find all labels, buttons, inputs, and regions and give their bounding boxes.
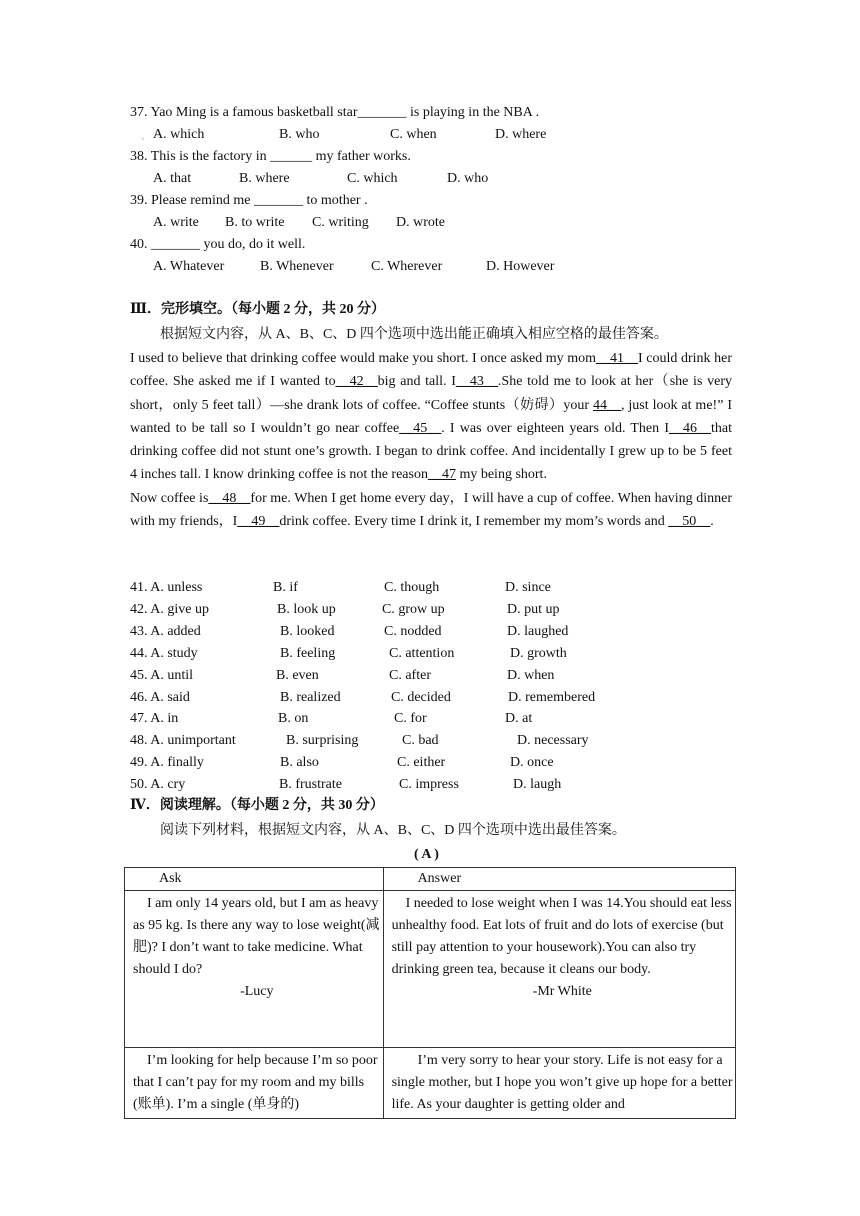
q42-option-d[interactable]: D. put up — [507, 601, 560, 617]
q38-option-b[interactable]: B. where — [239, 171, 290, 186]
q39-option-a[interactable]: A. write — [153, 215, 199, 230]
answer-text: I’m very sorry to hear your story. Life is not easy for a single mother, but I hope you won’t give up hope for a better life. As your daughter is getting older and — [391, 1053, 733, 1112]
answer-cell — [383, 1048, 735, 1119]
blank-48: __48__ — [208, 490, 251, 506]
q43-option-c[interactable]: C. nodded — [384, 623, 442, 639]
answer-cell — [383, 891, 735, 1048]
q49-option-c[interactable]: C. either — [397, 755, 446, 771]
q41-option-d[interactable]: D. since — [505, 580, 551, 595]
q50-option-c[interactable]: C. impress — [399, 777, 459, 793]
q39-option-c[interactable]: C. writing — [312, 215, 369, 230]
q42-option-c[interactable]: C. grow up — [382, 601, 445, 617]
q41-option-a[interactable]: 41. A. unless — [130, 580, 203, 595]
ask-text: I’m looking for help because I’m so poor that I can’t pay for my room and my bills (账单). I’m a single (单身的) — [133, 1053, 378, 1112]
column-header-ask: Ask — [125, 868, 384, 891]
q37-option-a[interactable]: A. which — [153, 127, 205, 142]
blank-46: __46__ — [669, 420, 711, 436]
q38-option-c[interactable]: C. which — [347, 171, 398, 186]
q48-option-d[interactable]: D. necessary — [517, 733, 589, 749]
blank-41: __41__ — [596, 351, 639, 366]
question-40-stem: 40. _______ you do, do it well. — [130, 237, 306, 252]
q50-option-a[interactable]: 50. A. cry — [130, 777, 186, 793]
blank-44: 44__ — [592, 397, 621, 413]
q46-option-a[interactable]: 46. A. said — [130, 689, 190, 705]
column-header-answer: Answer — [383, 868, 735, 891]
blank-42: __42__ — [335, 374, 378, 390]
q47-option-c[interactable]: C. for — [394, 711, 427, 727]
section-4-instruction: 阅读下列材料，根据短文内容，从 A、B、C、D 四个选项中选出最佳答案。 — [160, 823, 626, 838]
ask-answer-table — [124, 867, 736, 1119]
q48-option-b[interactable]: B. surprising — [286, 733, 359, 749]
cloze-paragraph-1: I used to believe that drinking coffee would make you short. I once asked my mom__41__I could drink her coffee. She asked me if I wanted to__42__big and tall. I__43__.She told me to look at her（she is very short，only 5 feet tall）—she drank lots of coffee. “Coffee stunts（妨碍）your 44__, just look at me!” I wanted to be tall so I wouldn’t go near coffee__45__. I was over eighteen years old. Then I__46__that drinking coffee did not stunt one’s growth. I began to drink coffee. And incidentally I grew up to be 5 feet 4 inches tall. I know drinking coffee is not the reason__47 my being short. — [130, 351, 733, 483]
section-3-heading: Ⅲ．完形填空。（每小题 2 分，共 20 分） — [130, 302, 386, 317]
q42-option-b[interactable]: B. look up — [277, 601, 336, 617]
passage-a-label: ( A ) — [414, 847, 439, 862]
blank-47: __47 — [427, 467, 456, 483]
cloze-passage — [130, 347, 732, 533]
table-row — [125, 891, 736, 1048]
q49-option-a[interactable]: 49. A. finally — [130, 755, 204, 771]
q40-option-a[interactable]: A. Whatever — [153, 259, 225, 274]
table-header-row — [125, 868, 736, 891]
q47-option-d[interactable]: D. at — [505, 711, 533, 727]
answer-text: I needed to lose weight when I was 14.You should eat less unhealthy food. Eat lots of fruit and do lots of exercise (but still pay attention to your housework).You can also try drinking green tea, because it cleans our body. — [391, 896, 732, 977]
blank-50: __50__ — [668, 514, 711, 530]
q42-option-a[interactable]: 42. A. give up — [130, 601, 209, 617]
q43-option-a[interactable]: 43. A. added — [130, 623, 201, 639]
q47-option-a[interactable]: 47. A. in — [130, 711, 179, 727]
q49-option-b[interactable]: B. also — [280, 755, 319, 771]
question-38-stem: 38. This is the factory in ______ my father works. — [130, 149, 411, 164]
question-39-stem: 39. Please remind me _______ to mother . — [130, 193, 368, 208]
question-37-stem: 37. Yao Ming is a famous basketball star_______ is playing in the NBA . — [130, 105, 540, 120]
q37-option-c[interactable]: C. when — [390, 127, 437, 142]
q44-option-b[interactable]: B. feeling — [280, 645, 336, 661]
q39-option-d[interactable]: D. wrote — [396, 215, 445, 230]
q45-option-b[interactable]: B. even — [276, 667, 319, 683]
q45-option-c[interactable]: C. after — [389, 667, 431, 683]
q50-option-d[interactable]: D. laugh — [513, 777, 562, 793]
q38-option-a[interactable]: A. that — [153, 171, 192, 186]
q38-option-d[interactable]: D. who — [447, 171, 489, 186]
stray-mark: 。 — [141, 131, 151, 141]
ask-signature: -Lucy — [240, 984, 274, 999]
q43-option-b[interactable]: B. looked — [280, 623, 335, 639]
blank-49: __49__ — [237, 514, 280, 530]
q46-option-d[interactable]: D. remembered — [508, 689, 596, 705]
q47-option-b[interactable]: B. on — [278, 711, 309, 727]
section-4-heading: Ⅳ．阅读理解。（每小题 2 分，共 30 分） — [130, 798, 384, 813]
table-row — [125, 1048, 736, 1119]
blank-43: __43__ — [455, 374, 498, 390]
q40-option-c[interactable]: C. Wherever — [371, 259, 443, 274]
q44-option-d[interactable]: D. growth — [510, 645, 567, 661]
q40-option-d[interactable]: D. However — [486, 259, 555, 274]
q46-option-b[interactable]: B. realized — [280, 689, 341, 705]
q41-option-b[interactable]: B. if — [273, 580, 298, 595]
q49-option-d[interactable]: D. once — [510, 755, 554, 771]
ask-cell — [125, 891, 384, 1048]
q46-option-c[interactable]: C. decided — [391, 689, 451, 705]
q39-option-b[interactable]: B. to write — [225, 215, 285, 230]
q37-option-d[interactable]: D. where — [495, 127, 547, 142]
q41-option-c[interactable]: C. though — [384, 580, 440, 595]
answer-signature: -Mr White — [532, 984, 592, 999]
q48-option-c[interactable]: C. bad — [402, 733, 439, 749]
q44-option-a[interactable]: 44. A. study — [130, 645, 198, 661]
q40-option-b[interactable]: B. Whenever — [260, 259, 334, 274]
q45-option-d[interactable]: D. when — [507, 667, 555, 683]
ask-text: I am only 14 years old, but I am as heavy as 95 kg. Is there any way to lose weight(减肥)? I don’t want to take medicine. What should I do? — [133, 896, 380, 977]
ask-cell — [125, 1048, 384, 1119]
blank-45: __45__ — [399, 420, 442, 436]
section-3-instruction: 根据短文内容，从 A、B、C、D 四个选项中选出能正确填入相应空格的最佳答案。 — [160, 327, 668, 342]
cloze-paragraph-2: Now coffee is__48__for me. When I get home every day，I will have a cup of coffee. When having dinner with my friends，I__49__drink coffee. Every time I drink it, I remember my mom’s words and __50__. — [130, 490, 732, 530]
q48-option-a[interactable]: 48. A. unimportant — [130, 733, 236, 749]
q50-option-b[interactable]: B. frustrate — [279, 777, 342, 793]
q45-option-a[interactable]: 45. A. until — [130, 667, 194, 683]
q37-option-b[interactable]: B. who — [279, 127, 320, 142]
q43-option-d[interactable]: D. laughed — [507, 623, 569, 639]
q44-option-c[interactable]: C. attention — [389, 645, 455, 661]
